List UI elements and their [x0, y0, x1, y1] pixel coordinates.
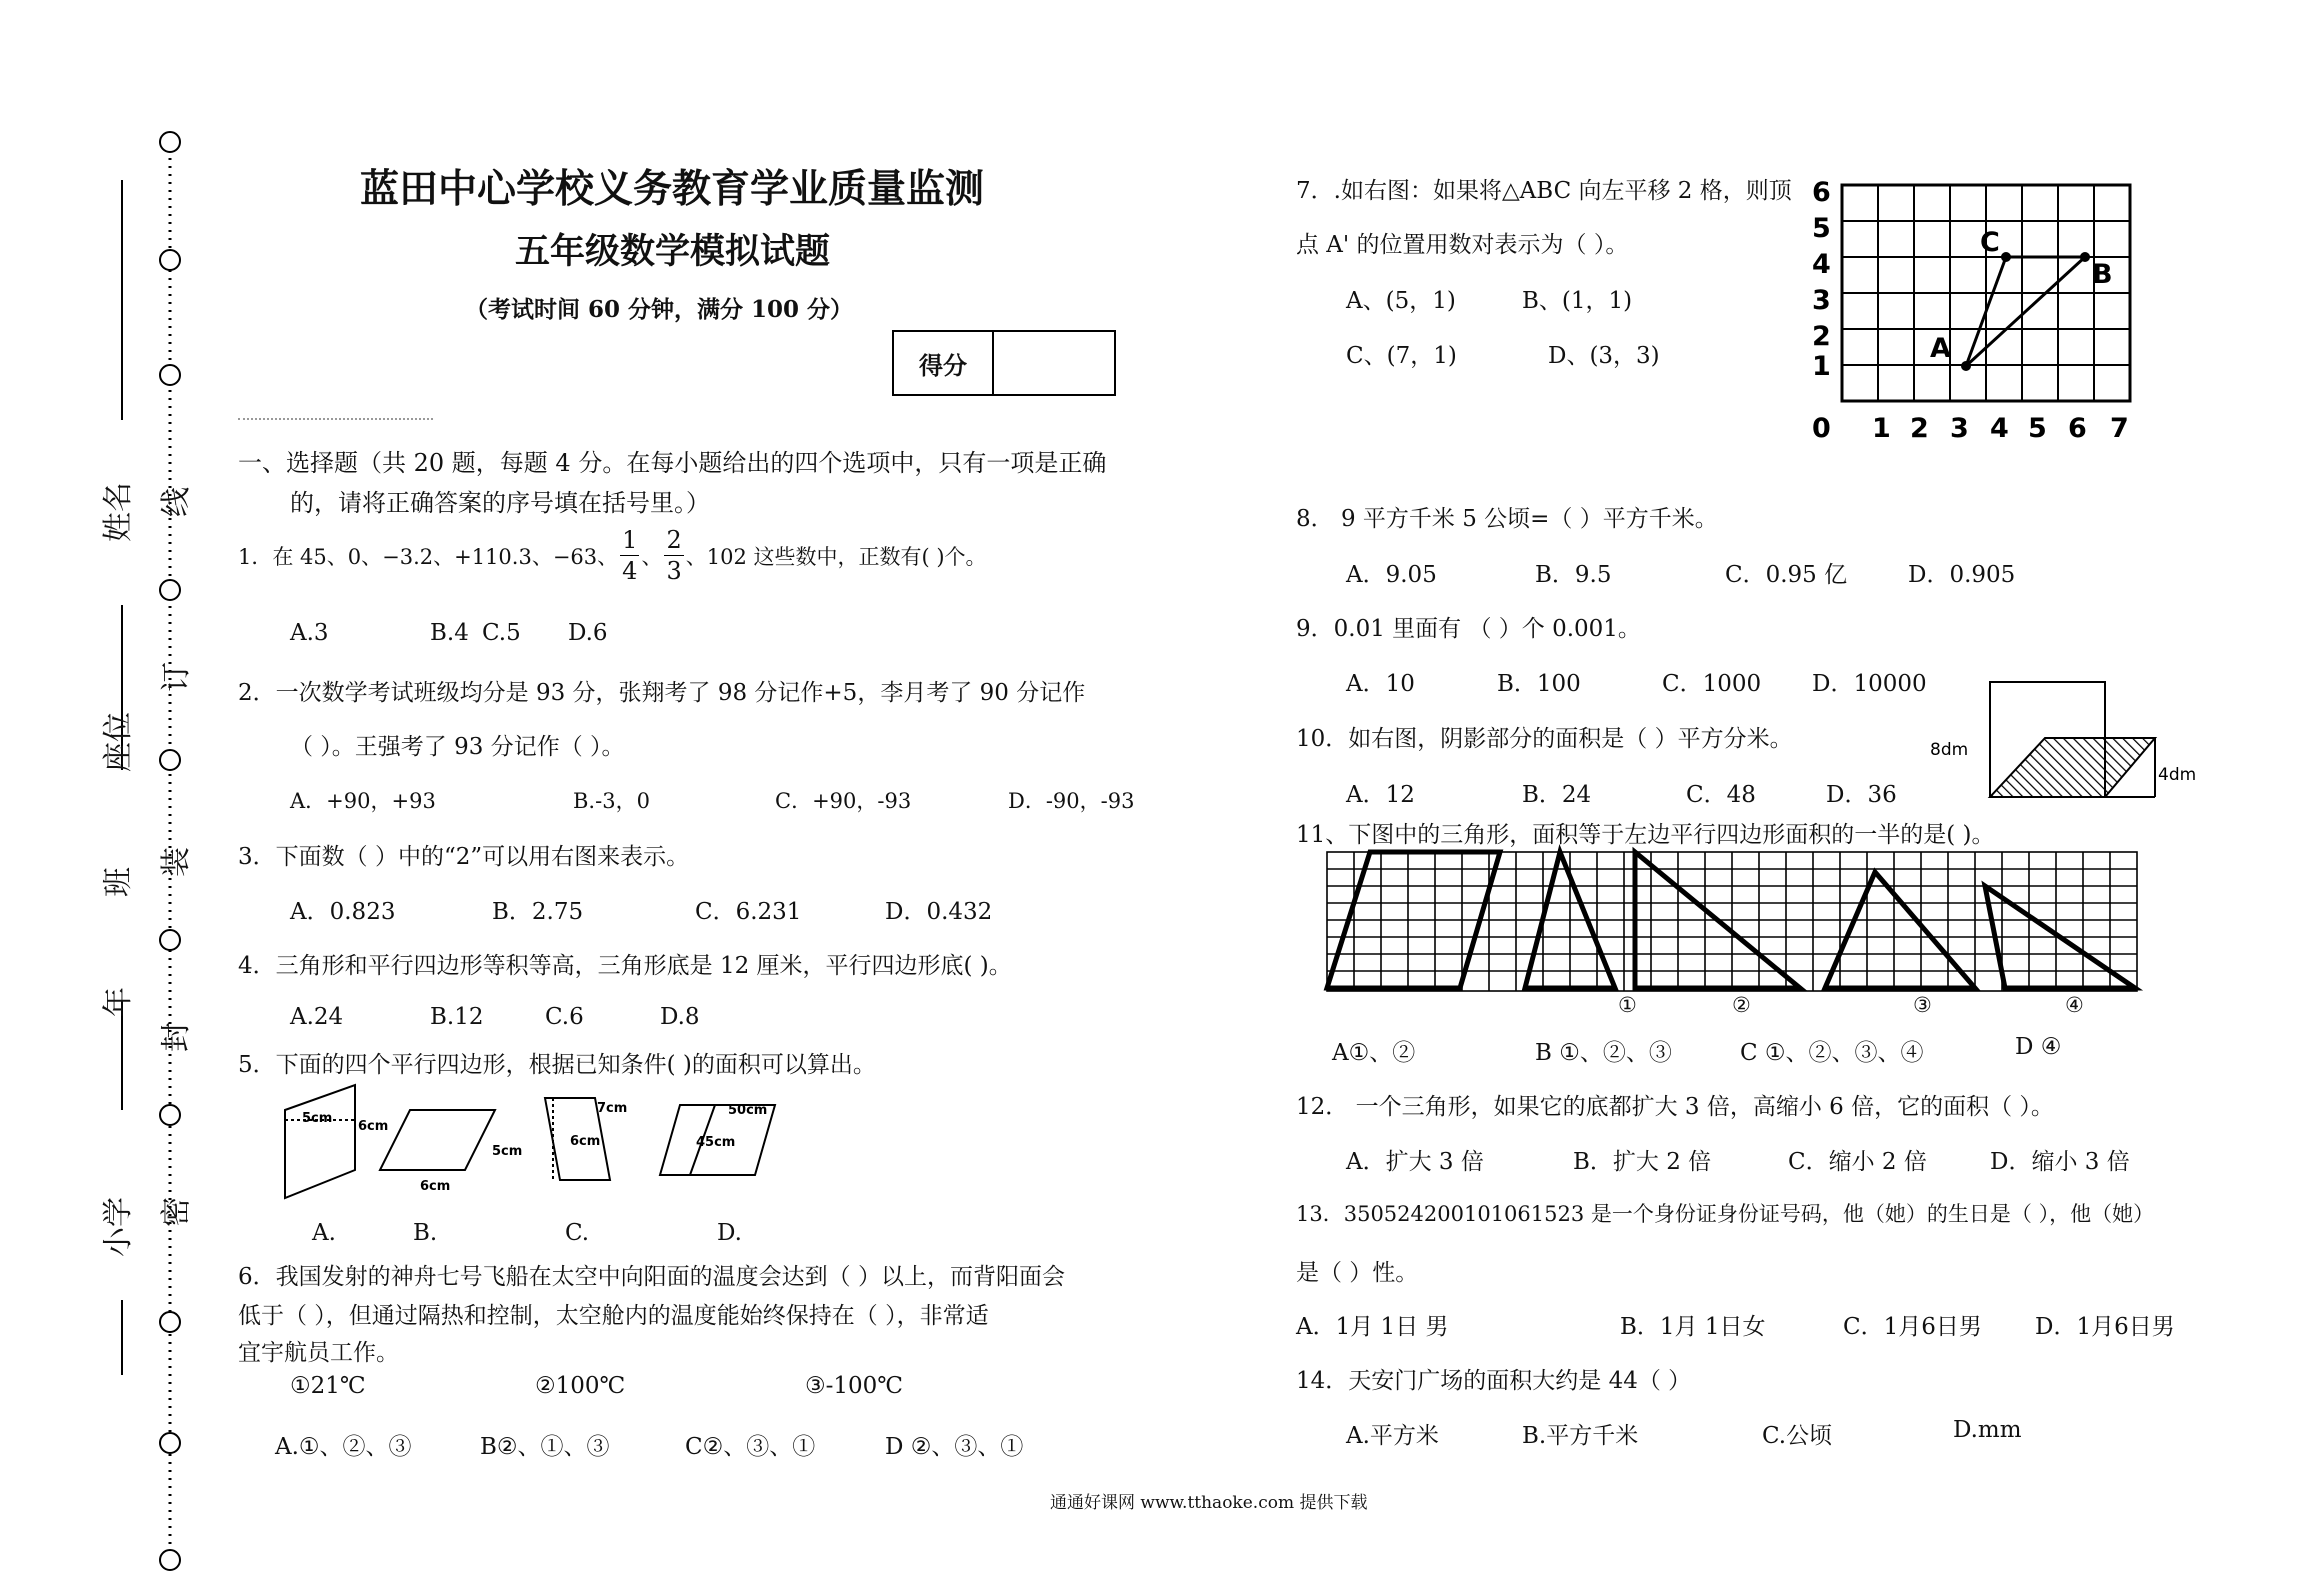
- q7-x-3: 3: [1950, 413, 1969, 444]
- q13-option-a: A．1月 1日 男: [1296, 1314, 1449, 1340]
- q11-option-d: D ④: [2015, 1034, 2062, 1060]
- q1-suffix: 、102 这些数中，正数有( )个。: [685, 544, 987, 569]
- q5-label-c-6cm: 6cm: [570, 1134, 601, 1149]
- q9-option-b: B．100: [1497, 671, 1581, 697]
- q7-y-5: 5: [1812, 213, 1831, 244]
- q11-option-b: B ①、②、③: [1535, 1040, 1672, 1066]
- name-label: 姓名: [101, 482, 136, 542]
- q7-option-d: D、(3，3): [1548, 343, 1660, 369]
- q11-marker-1: ①: [1618, 993, 1637, 1017]
- q7-x-7: 7: [2110, 413, 2129, 444]
- q3-option-a: A．0.823: [290, 899, 396, 925]
- q14-stem: 14．天安门广场的面积大约是 44（ ）: [1296, 1368, 1692, 1394]
- q5-parallelograms-figure: [270, 1080, 790, 1210]
- q8-option-b: B．9.5: [1535, 562, 1612, 588]
- q5-label-b-5cm: 5cm: [492, 1144, 523, 1159]
- q7-y-3: 3: [1812, 285, 1831, 316]
- q11-grid-figure: [1325, 850, 2145, 995]
- q5-label-d-50cm: 50cm: [728, 1103, 768, 1118]
- q1-stem: [238, 528, 987, 583]
- q7-x-2: 2: [1910, 413, 1929, 444]
- q9-option-d: D．10000: [1812, 671, 1927, 697]
- q13-stem-2: 是（ ）性。: [1296, 1260, 1419, 1286]
- q2-stem-2: （ ）。王强考了 93 分记作（ ）。: [290, 734, 625, 760]
- q4-option-b: B.12: [430, 1004, 484, 1030]
- q5-label-c-7cm: 7cm: [597, 1101, 628, 1116]
- q10-option-d: D．36: [1826, 782, 1897, 808]
- q7-x-6: 6: [2068, 413, 2087, 444]
- q11-option-a: A①、②: [1332, 1040, 1416, 1066]
- q5-option-c: C.: [565, 1220, 590, 1246]
- q8-option-d: D．0.905: [1908, 562, 2016, 588]
- q7-x-0: 0: [1812, 413, 1831, 444]
- class-label: 班: [101, 867, 136, 897]
- q9-stem: 9．0.01 里面有 （ ）个 0.001。: [1296, 616, 1641, 642]
- footer-credit: 通通好课网 www.tthaoke.com 提供下载: [1050, 1493, 1368, 1513]
- q1-option-a: A.3: [290, 620, 329, 646]
- q10-option-a: A．12: [1346, 782, 1415, 808]
- binding-char-feng: 封: [159, 1022, 194, 1052]
- q6-stem-3: 宜宇航员工作。: [238, 1340, 399, 1366]
- binding-char-line: 线: [159, 487, 194, 517]
- q1-prefix: 1．在 45、0、−3.2、+110.3、−63、: [238, 544, 619, 569]
- exam-info: （考试时间 60 分钟，满分 100 分）: [465, 296, 854, 323]
- section1-heading-2: 的，请将正确答案的序号填在括号里。）: [290, 489, 710, 517]
- q2-option-a: A．+90，+93: [290, 789, 436, 813]
- q11-marker-2: ②: [1732, 993, 1751, 1017]
- q7-stem-2: 点 A' 的位置用数对表示为（ ）。: [1296, 232, 1629, 258]
- q7-option-b: B、(1，1): [1522, 288, 1633, 314]
- binding-char-mi: 密: [159, 1197, 194, 1227]
- q2-option-d: D．-90，-93: [1008, 789, 1135, 813]
- q13-stem: 13．350524200101061523 是一个身份证身份证号码，他（她）的生日是（ ），他（她）: [1296, 1202, 2155, 1226]
- q13-option-d: D．1月6日男: [2035, 1314, 2175, 1340]
- q7-y-6: 6: [1812, 177, 1831, 208]
- q14-option-b: B.平方千米: [1522, 1423, 1639, 1449]
- q8-option-c: C．0.95 亿: [1725, 562, 1848, 588]
- q1-fraction-2: [664, 528, 683, 583]
- q8-option-a: A．9.05: [1346, 562, 1437, 588]
- q12-option-c: C．缩小 2 倍: [1788, 1149, 1927, 1175]
- exam-title: 蓝田中心学校义务教育学业质量监测: [360, 167, 985, 212]
- q6-choice-2: ②100℃: [535, 1373, 626, 1399]
- q3-option-b: B．2.75: [492, 899, 584, 925]
- q10-option-c: C．48: [1686, 782, 1756, 808]
- q13-option-c: C．1月6日男: [1843, 1314, 1982, 1340]
- q9-option-c: C．1000: [1662, 671, 1762, 697]
- q14-option-c: C.公顷: [1762, 1423, 1833, 1449]
- q5-option-d: D.: [717, 1220, 742, 1246]
- q6-stem-2: 低于（ ），但通过隔热和控制，太空舱内的温度能始终保持在（ ），非常适: [238, 1303, 989, 1329]
- q11-marker-3: ③: [1913, 993, 1932, 1017]
- q14-option-d: D.mm: [1953, 1417, 2022, 1443]
- q14-option-a: A.平方米: [1346, 1423, 1439, 1449]
- score-field[interactable]: [994, 332, 1114, 394]
- q6-option-c: C②、③、①: [685, 1434, 816, 1460]
- q2-option-b: B.-3，0: [573, 789, 650, 813]
- q4-option-d: D.8: [660, 1004, 700, 1030]
- q7-point-c: C: [1980, 227, 2000, 258]
- section1-heading: 一、选择题（共 20 题，每题 4 分。在每小题给出的四个选项中，只有一项是正确: [238, 449, 1107, 477]
- q4-stem: 4．三角形和平行四边形等积等高，三角形底是 12 厘米，平行四边形底( )。: [238, 953, 1012, 979]
- q4-option-c: C.6: [545, 1004, 584, 1030]
- q9-option-a: A．10: [1346, 671, 1415, 697]
- q7-option-a: A、(5，1): [1346, 288, 1456, 314]
- dotted-divider: [238, 418, 433, 420]
- q13-option-b: B．1月 1日女: [1620, 1314, 1766, 1340]
- q1-frac1-den: 4: [622, 557, 638, 585]
- q11-option-c: C ①、②、③、④: [1740, 1040, 1924, 1066]
- q11-stem: 11、下图中的三角形，面积等于左边平行四边形面积的一半的是( )。: [1296, 822, 1995, 848]
- q5-stem: 5．下面的四个平行四边形，根据已知条件( )的面积可以算出。: [238, 1052, 876, 1078]
- q3-option-c: C．6.231: [695, 899, 802, 925]
- q7-y-2: 2: [1812, 321, 1831, 352]
- q6-option-b: B②、①、③: [480, 1434, 610, 1460]
- q12-option-d: D．缩小 3 倍: [1990, 1149, 2130, 1175]
- q6-stem: 6．我国发射的神舟七号飞船在太空中向阳面的温度会达到（ ）以上，而背阳面会: [238, 1264, 1065, 1290]
- q7-x-1: 1: [1872, 413, 1891, 444]
- q7-x-5: 5: [2028, 413, 2047, 444]
- q10-stem: 10．如右图，阴影部分的面积是（ ）平方分米。: [1296, 726, 1793, 752]
- q1-option-b: B.4: [430, 620, 469, 646]
- q10-shaded-figure: [1920, 675, 2197, 805]
- q1-frac2-num: 2: [666, 526, 682, 554]
- q6-option-d: D ②、③、①: [885, 1434, 1024, 1460]
- q5-label-a-6cm: 6cm: [358, 1119, 389, 1134]
- q10-label-8dm: 8dm: [1930, 740, 1969, 760]
- binding-char-zhuang: 装: [159, 847, 194, 877]
- q3-option-d: D．0.432: [885, 899, 993, 925]
- binding-char-ding: 订: [159, 662, 194, 692]
- grade-label: 年: [101, 987, 136, 1017]
- q12-stem: 12． 一个三角形，如果它的底都扩大 3 倍，高缩小 6 倍，它的面积（ ）。: [1296, 1094, 2054, 1120]
- q7-stem: 7．.如右图：如果将△ABC 向左平移 2 格，则顶: [1296, 178, 1792, 204]
- q11-marker-4: ④: [2065, 993, 2084, 1017]
- q5-option-b: B.: [413, 1220, 438, 1246]
- exam-subtitle: 五年级数学模拟试题: [515, 232, 831, 272]
- q12-option-a: A．扩大 3 倍: [1346, 1149, 1484, 1175]
- q5-label-b-6cm: 6cm: [420, 1179, 451, 1194]
- q7-x-4: 4: [1990, 413, 2009, 444]
- q3-stem: 3．下面数（ ）中的“2”可以用右图来表示。: [238, 844, 690, 870]
- seat-label: 座位: [101, 712, 136, 772]
- q10-label-4dm: 4dm: [2158, 765, 2197, 785]
- q1-sep: 、: [641, 544, 663, 569]
- q7-coordinate-grid: [1800, 165, 2140, 450]
- q5-label-d-45cm: 45cm: [696, 1135, 736, 1150]
- q5-label-a-5cm: 5cm: [302, 1111, 333, 1126]
- binding-margin: [0, 0, 220, 1595]
- score-label: 得分: [894, 332, 994, 394]
- q6-choice-1: ①21℃: [290, 1373, 366, 1399]
- q10-option-b: B．24: [1522, 782, 1592, 808]
- q2-stem: 2．一次数学考试班级均分是 93 分，张翔考了 98 分记作+5，李月考了 90 分记作: [238, 680, 1086, 706]
- q1-frac2-den: 3: [666, 557, 682, 585]
- q7-point-a: A: [1930, 333, 1951, 364]
- q7-y-4: 4: [1812, 249, 1831, 280]
- school-label: 小学: [101, 1197, 136, 1257]
- q6-option-a: A.①、②、③: [275, 1434, 412, 1460]
- q6-choice-3: ③-100℃: [805, 1373, 904, 1399]
- q12-option-b: B．扩大 2 倍: [1573, 1149, 1712, 1175]
- q4-option-a: A.24: [290, 1004, 344, 1030]
- q7-option-c: C、(7，1): [1346, 343, 1457, 369]
- q7-y-1: 1: [1812, 351, 1831, 382]
- q1-frac1-num: 1: [622, 526, 638, 554]
- q2-option-c: C．+90，-93: [775, 789, 912, 813]
- q1-option-d: D.6: [568, 620, 608, 646]
- q1-option-c: C.5: [482, 620, 521, 646]
- q8-stem: 8． 9 平方千米 5 公顷=（ ）平方千米。: [1296, 506, 1718, 532]
- q1-fraction-1: [620, 528, 639, 583]
- q7-point-b: B: [2092, 259, 2113, 290]
- score-box: [892, 330, 1116, 396]
- q5-option-a: A.: [312, 1220, 336, 1246]
